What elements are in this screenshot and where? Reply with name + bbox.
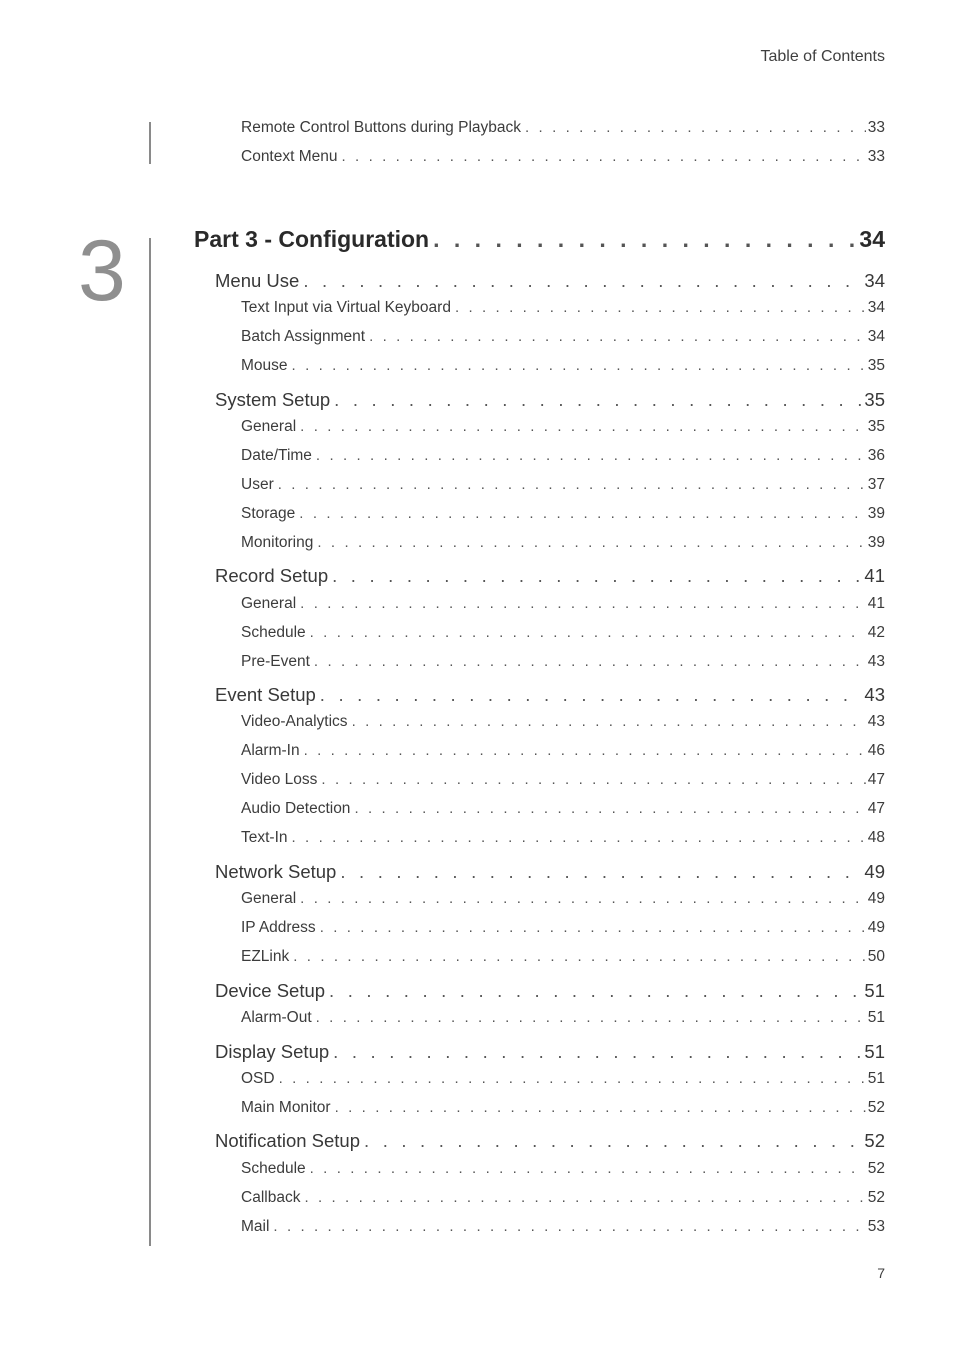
- toc-entry-label: Device Setup: [215, 980, 326, 1001]
- toc-entry-label: Audio Detection: [241, 800, 351, 817]
- toc-dot-leader: [279, 1070, 866, 1087]
- toc-dot-leader: [342, 148, 866, 165]
- toc-entry-page: 36: [867, 447, 885, 464]
- toc-subsection-entry: [241, 624, 885, 642]
- section-rule-top: [149, 122, 151, 164]
- toc-part-entry: [194, 226, 885, 253]
- toc-subsection-entry: [241, 1099, 885, 1117]
- toc-entry-label: OSD: [241, 1070, 275, 1087]
- toc-entry-label: Main Monitor: [241, 1099, 331, 1116]
- toc-subsection-entry: [241, 595, 885, 613]
- toc-dot-leader: [310, 1160, 866, 1177]
- toc-entry-page: 43: [867, 713, 885, 730]
- toc-entry-page: 50: [867, 948, 885, 965]
- toc-subsection-entry: [241, 1189, 885, 1207]
- toc-entry-page: 49: [864, 861, 885, 882]
- toc-subsection-entry: [241, 919, 885, 937]
- toc-dot-leader: [329, 980, 862, 1002]
- toc-section-entry: [215, 684, 885, 706]
- toc-dot-leader: [433, 226, 857, 253]
- toc-entry-page: 51: [867, 1009, 885, 1026]
- toc-dot-leader: [369, 328, 866, 345]
- toc-entry-label: Menu Use: [215, 270, 300, 291]
- toc-entry-label: Alarm-In: [241, 742, 300, 759]
- toc-entry-page: 46: [867, 742, 885, 759]
- toc-section-entry: [215, 389, 885, 411]
- toc-entry-label: Text Input via Virtual Keyboard: [241, 299, 451, 316]
- toc-subsection-entry: [241, 948, 885, 966]
- toc-dot-leader: [303, 270, 862, 292]
- toc-entry-page: 52: [864, 1130, 885, 1151]
- toc-entry-page: 41: [864, 565, 885, 586]
- toc-dot-leader: [335, 1099, 866, 1116]
- toc-dot-leader: [300, 595, 866, 612]
- toc-entry-page: 43: [864, 684, 885, 705]
- toc-entry-label: General: [241, 595, 297, 612]
- toc-subsection-entry: [241, 1160, 885, 1178]
- page-number: 7: [877, 1265, 885, 1281]
- toc-entry-label: System Setup: [215, 389, 331, 410]
- toc-entry-page: 34: [859, 226, 885, 252]
- toc-subsection-entry: [241, 742, 885, 760]
- toc-dot-leader: [332, 565, 862, 587]
- toc-dot-leader: [317, 534, 865, 551]
- toc-entry-label: Context Menu: [241, 148, 338, 165]
- toc-dot-leader: [314, 653, 866, 670]
- toc-entry-label: Schedule: [241, 1160, 306, 1177]
- toc-entry-page: 35: [864, 389, 885, 410]
- toc-entry-label: Date/Time: [241, 447, 312, 464]
- toc-subsection-entry: [241, 534, 885, 552]
- toc-entry-page: 52: [867, 1099, 885, 1116]
- toc-entry-label: User: [241, 476, 274, 493]
- toc-entry-page: 52: [867, 1189, 885, 1206]
- toc-entry-page: 47: [867, 771, 885, 788]
- toc-entry-page: 42: [867, 624, 885, 641]
- toc-subsection-entry: [241, 476, 885, 494]
- toc-entry-label: Callback: [241, 1189, 301, 1206]
- toc-entry-label: Pre-Event: [241, 653, 310, 670]
- toc-entry-page: 35: [867, 357, 885, 374]
- toc-entry-label: Schedule: [241, 624, 306, 641]
- toc-entry-page: 41: [867, 595, 885, 612]
- toc-dot-leader: [340, 861, 862, 883]
- toc-section-entry: [215, 1130, 885, 1152]
- toc-entry-page: 49: [867, 919, 885, 936]
- toc-entry-label: Mouse: [241, 357, 288, 374]
- toc-entry-page: 52: [867, 1160, 885, 1177]
- toc-entry-page: 47: [867, 800, 885, 817]
- toc-entry-page: 39: [867, 534, 885, 551]
- toc-dot-leader: [455, 299, 866, 316]
- toc-entry-label: Storage: [241, 505, 296, 522]
- toc-entry-label: EZLink: [241, 948, 290, 965]
- toc-entry-label: Remote Control Buttons during Playback: [241, 119, 522, 136]
- toc-subsection-entry: [241, 505, 885, 523]
- toc-entry-page: 51: [864, 1041, 885, 1062]
- toc-dot-leader: [310, 624, 866, 641]
- toc-entry-label: Text-In: [241, 829, 288, 846]
- toc-subsection-entry: [241, 418, 885, 436]
- toc-entry-page: 39: [867, 505, 885, 522]
- toc-section-entry: [215, 1041, 885, 1063]
- toc-dot-leader: [304, 1189, 865, 1206]
- toc-dot-leader: [300, 890, 866, 907]
- toc-dot-leader: [321, 771, 865, 788]
- toc-subsection-entry: [241, 1070, 885, 1088]
- toc-subsection-entry: [241, 829, 885, 847]
- toc-dot-leader: [525, 119, 866, 136]
- toc-dot-leader: [354, 800, 865, 817]
- toc-subsection-entry: [241, 890, 885, 908]
- toc-dot-leader: [320, 919, 866, 936]
- toc-subsection-entry: [241, 1218, 885, 1236]
- toc-dot-leader: [300, 418, 866, 435]
- toc-entry-label: Video-Analytics: [241, 713, 348, 730]
- chapter-number: 3: [78, 223, 126, 319]
- toc-entry-page: 33: [867, 119, 885, 136]
- toc-dot-leader: [316, 447, 866, 464]
- toc-subsection-entry: [241, 713, 885, 731]
- toc-entry-label: Mail: [241, 1218, 270, 1235]
- toc-subsection-entry: [241, 447, 885, 465]
- toc-subsection-entry: [241, 119, 885, 137]
- toc-entry-label: General: [241, 418, 297, 435]
- toc-entry-label: Alarm-Out: [241, 1009, 312, 1026]
- toc-dot-leader: [304, 742, 866, 759]
- toc-subsection-entry: [241, 800, 885, 818]
- toc-entry-page: 51: [867, 1070, 885, 1087]
- toc-entry-label: Record Setup: [215, 565, 329, 586]
- toc-entry-label: Display Setup: [215, 1041, 330, 1062]
- toc-entry-page: 35: [867, 418, 885, 435]
- toc-subsection-entry: [241, 299, 885, 317]
- toc-subsection-entry: [241, 653, 885, 671]
- toc-section-entry: [215, 861, 885, 883]
- toc-subsection-entry: [241, 328, 885, 346]
- toc-entry-label: Video Loss: [241, 771, 318, 788]
- toc-entry-page: 34: [864, 270, 885, 291]
- toc-dot-leader: [293, 948, 866, 965]
- running-header: Table of Contents: [760, 48, 885, 65]
- toc-entry-page: 33: [867, 148, 885, 165]
- toc-entry-label: Notification Setup: [215, 1130, 361, 1151]
- toc-dot-leader: [333, 1041, 862, 1063]
- toc-entry-page: 53: [867, 1218, 885, 1235]
- toc-entry-page: 43: [867, 653, 885, 670]
- toc-dot-leader: [273, 1218, 865, 1235]
- toc-dot-leader: [278, 476, 866, 493]
- toc-entry-label: IP Address: [241, 919, 316, 936]
- toc-entry-page: 34: [867, 299, 885, 316]
- toc-subsection-entry: [241, 1009, 885, 1027]
- toc-subsection-entry: [241, 148, 885, 166]
- toc-subsection-entry: [241, 357, 885, 375]
- toc-dot-leader: [364, 1130, 862, 1152]
- toc-dot-leader: [334, 389, 862, 411]
- toc-dot-leader: [292, 829, 866, 846]
- toc-entry-label: Batch Assignment: [241, 328, 366, 345]
- toc-section-entry: [215, 270, 885, 292]
- toc-entry-label: General: [241, 890, 297, 907]
- toc-subsection-entry: [241, 771, 885, 789]
- toc-entry-page: 49: [867, 890, 885, 907]
- toc-dot-leader: [292, 357, 866, 374]
- toc-dot-leader: [316, 1009, 866, 1026]
- toc-entry-label: Part 3 - Configuration: [194, 226, 430, 252]
- toc-entry-label: Network Setup: [215, 861, 337, 882]
- toc-entry-label: Event Setup: [215, 684, 316, 705]
- toc-entry-page: 51: [864, 980, 885, 1001]
- toc-dot-leader: [299, 505, 865, 522]
- toc-dot-leader: [320, 684, 863, 706]
- toc-entry-page: 34: [867, 328, 885, 345]
- toc-section-entry: [215, 565, 885, 587]
- toc-entry-page: 37: [867, 476, 885, 493]
- section-rule-chapter: [149, 238, 151, 1246]
- toc-entry-page: 48: [867, 829, 885, 846]
- toc-section-entry: [215, 980, 885, 1002]
- toc-dot-leader: [352, 713, 866, 730]
- toc-entry-label: Monitoring: [241, 534, 314, 551]
